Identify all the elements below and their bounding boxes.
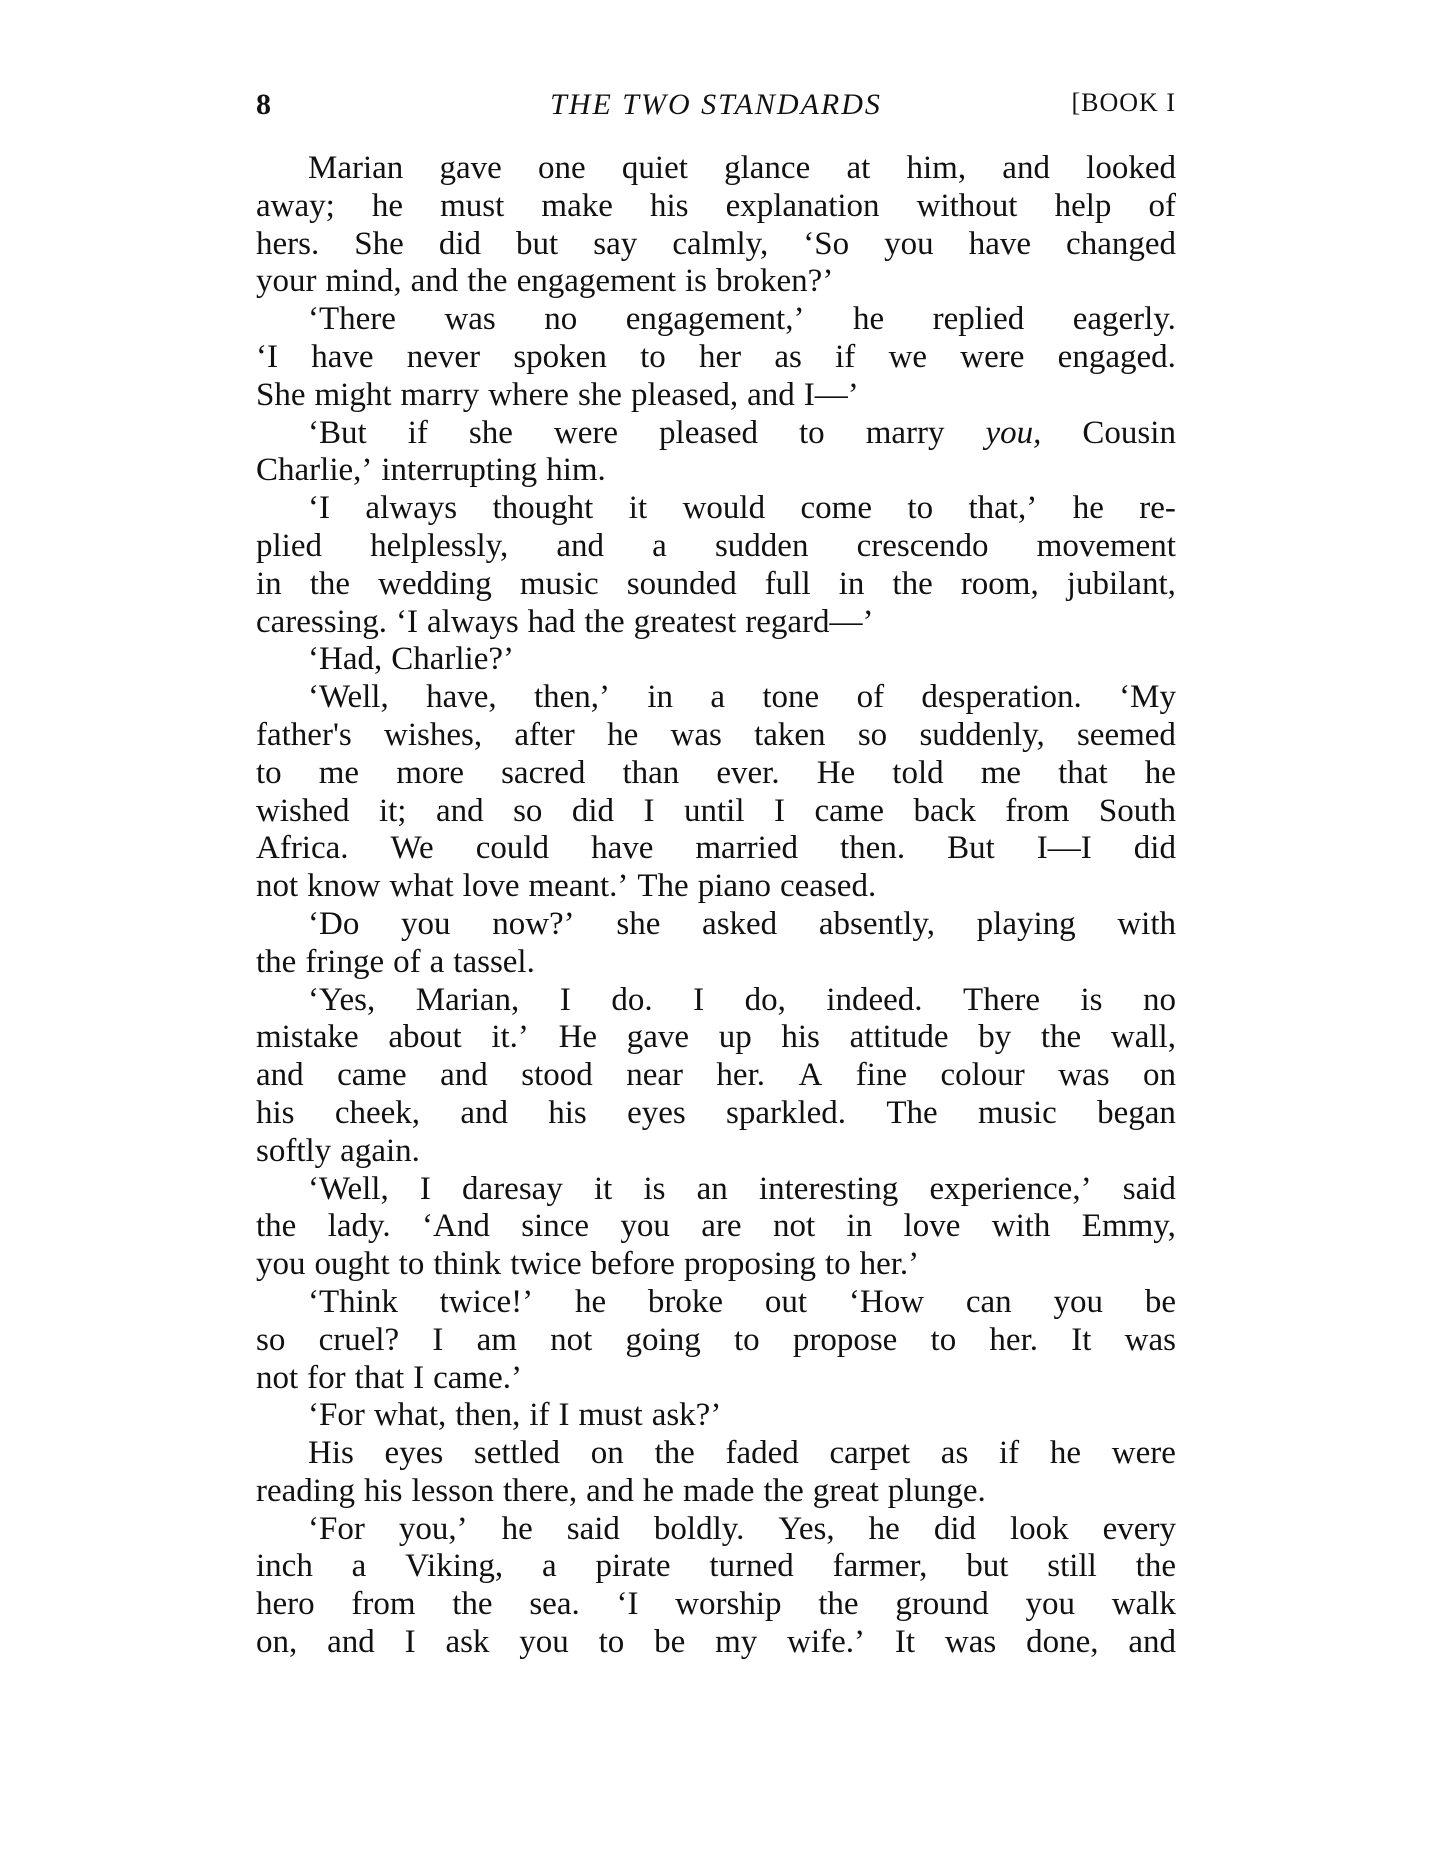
text-line: reading his lesson there, and he made the great plunge. (256, 1472, 986, 1509)
text-line: wished it; and so did I until I came back from South (256, 792, 1176, 829)
text-line: father's wishes, after he was taken so suddenly, seemed (256, 716, 1176, 753)
text-line: ‘But if she were pleased to marry you, Cousin (308, 414, 1176, 451)
text-line: ‘Well, have, then,’ in a tone of desperation. ‘My (308, 679, 1176, 716)
text-line: ‘Think twice!’ he broke out ‘How can you be (308, 1283, 1176, 1320)
text-line: so cruel? I am not going to propose to her. It was (256, 1321, 1176, 1358)
text-line: in the wedding music sounded full in the room, jubilant, (256, 565, 1176, 602)
text-line: not know what love meant.’ The piano ceased. (256, 868, 877, 905)
text-line: hero from the sea. ‘I worship the ground you walk (256, 1586, 1176, 1623)
running-header (256, 88, 1176, 128)
text-line: not for that I came.’ (256, 1359, 522, 1396)
text-line: plied helplessly, and a sudden crescendo movement (256, 527, 1176, 564)
text-line: She might marry where she pleased, and I—’ (256, 376, 859, 413)
text-line: mistake about it.’ He gave up his attitude by the wall, (256, 1019, 1176, 1056)
running-title: THE TWO STANDARDS (550, 88, 882, 121)
text-line: ‘Do you now?’ she asked absently, playing with (308, 905, 1176, 942)
text-line: Marian gave one quiet glance at him, and looked (308, 150, 1176, 186)
text-line: ‘For what, then, if I must ask?’ (308, 1397, 722, 1434)
text-line: to me more sacred than ever. He told me that he (256, 754, 1176, 791)
text-line: ‘I have never spoken to her as if we were engaged. (256, 338, 1176, 375)
body-text (256, 150, 1176, 1662)
text-line: the lady. ‘And since you are not in love with Emmy, (256, 1208, 1176, 1245)
text-line: His eyes settled on the faded carpet as if he were (308, 1435, 1176, 1472)
text-line: Charlie,’ interrupting him. (256, 452, 606, 489)
text-line: on, and I ask you to be my wife.’ It was done, and (256, 1624, 1176, 1661)
text-line: Africa. We could have married then. But I—I did (256, 830, 1176, 867)
text-line: ‘I always thought it would come to that,’ he re- (308, 490, 1176, 527)
text-line: caressing. ‘I always had the greatest regard—’ (256, 603, 874, 640)
text-line: ‘Well, I daresay it is an interesting experience,’ said (308, 1170, 1176, 1207)
book-label: [BOOK I (1071, 88, 1176, 117)
text-line: ‘Yes, Marian, I do. I do, indeed. There is no (308, 981, 1176, 1018)
text-line: ‘There was no engagement,’ he replied eagerly. (308, 301, 1176, 338)
text-line: the fringe of a tassel. (256, 943, 535, 980)
text-line: you ought to think twice before proposing to her.’ (256, 1246, 920, 1283)
text-line: inch a Viking, a pirate turned farmer, but still the (256, 1548, 1176, 1585)
text-line: and came and stood near her. A fine colour was on (256, 1057, 1176, 1094)
text-line: softly again. (256, 1132, 420, 1169)
text-line: your mind, and the engagement is broken?’ (256, 263, 834, 300)
text-line: hers. She did but say calmly, ‘So you have changed (256, 225, 1176, 262)
text-line: ‘For you,’ he said boldly. Yes, he did look every (308, 1510, 1176, 1547)
text-line: his cheek, and his eyes sparkled. The music began (256, 1094, 1176, 1131)
text-line: away; he must make his explanation without help of (256, 187, 1176, 224)
page-number: 8 (256, 88, 271, 121)
text-line: ‘Had, Charlie?’ (308, 641, 514, 678)
